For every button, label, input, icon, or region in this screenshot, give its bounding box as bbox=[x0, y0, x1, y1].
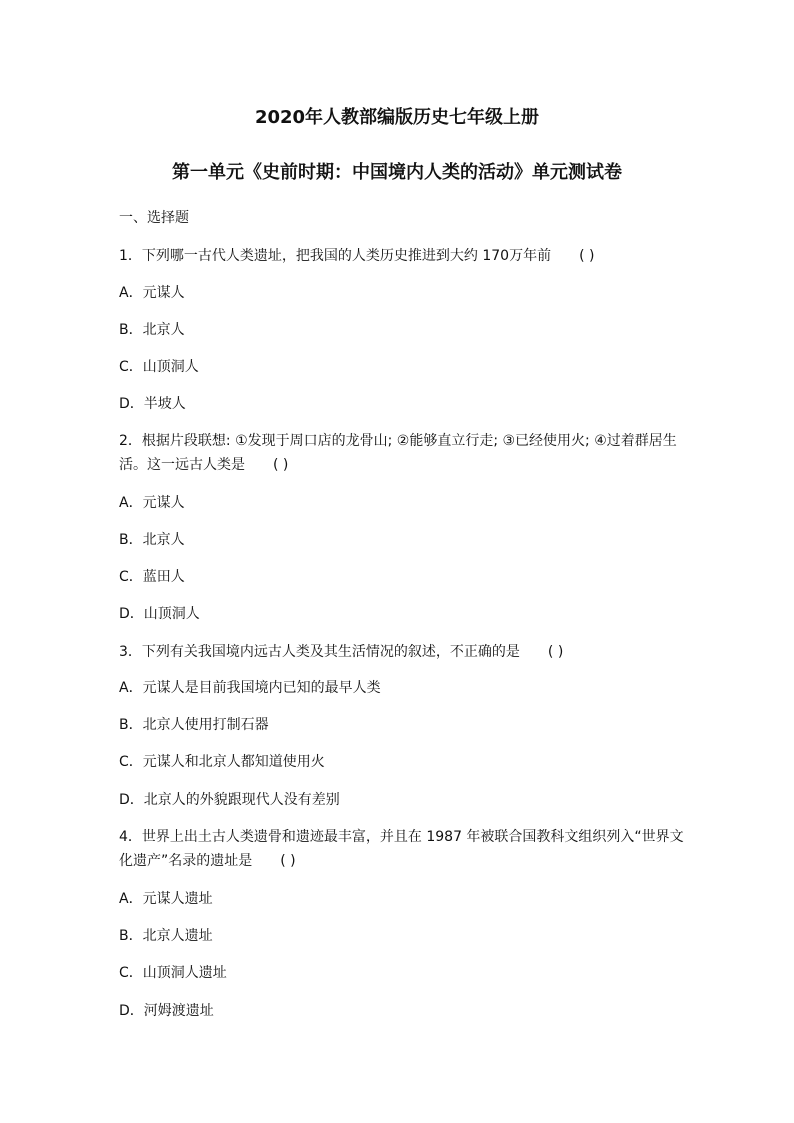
question-1-option-d: D．半坡人 bbox=[119, 396, 186, 412]
question-2-option-a: A．元谋人 bbox=[119, 495, 185, 511]
question-1-answer-blank: ( ) bbox=[579, 248, 595, 264]
question-4-answer-blank: ( ) bbox=[280, 853, 296, 869]
question-2-stem-line-1: 2．根据片段联想: ①发现于周口店的龙骨山; ②能够直立行走; ③已经使用火; ④过着群居生 bbox=[119, 433, 677, 449]
question-2-stem-line-2: 活。这一远古人类是 bbox=[119, 457, 245, 473]
section-heading: 一、选择题 bbox=[119, 210, 189, 226]
document-title: 2020年人教部编版历史七年级上册 bbox=[254, 107, 540, 128]
question-4-stem bbox=[119, 825, 684, 873]
question-4-option-a: A．元谋人遗址 bbox=[119, 891, 213, 907]
question-3-answer-blank: ( ) bbox=[547, 644, 564, 660]
question-3-stem-text: 3．下列有关我国境内远古人类及其生活情况的叙述，不正确的是 bbox=[119, 644, 520, 660]
question-3-option-b: B．北京人使用打制石器 bbox=[119, 717, 269, 733]
question-2-option-c: C．蓝田人 bbox=[119, 569, 185, 585]
question-2-answer-blank: ( ) bbox=[273, 457, 289, 473]
question-2-option-b: B．北京人 bbox=[119, 532, 185, 548]
document-subtitle: 第一单元《史前时期：中国境内人类的活动》单元测试卷 bbox=[172, 162, 622, 183]
question-2-stem bbox=[119, 429, 679, 477]
question-3-option-c: C．元谋人和北京人都知道使用火 bbox=[119, 754, 325, 770]
question-3-option-d: D．北京人的外貌跟现代人没有差别 bbox=[119, 792, 340, 808]
question-1-stem bbox=[119, 245, 594, 267]
question-4-stem-line-2: 化遗产”名录的遗址是 bbox=[119, 853, 253, 869]
question-4-option-b: B．北京人遗址 bbox=[119, 928, 213, 944]
question-1-option-a: A．元谋人 bbox=[119, 285, 185, 301]
question-3-stem bbox=[119, 641, 563, 663]
question-1-option-b: B．北京人 bbox=[119, 322, 185, 338]
question-2-option-d: D．山顶洞人 bbox=[119, 606, 200, 622]
question-4-option-d: D．河姆渡遗址 bbox=[119, 1003, 214, 1019]
question-3-option-a: A．元谋人是目前我国境内已知的最早人类 bbox=[119, 680, 381, 696]
question-4-stem-line-1: 4．世界上出土古人类遗骨和遗迹最丰富，并且在 1987 年被联合国教科文组织列入“世界文 bbox=[119, 829, 684, 845]
question-1-stem-text: 1．下列哪一古代人类遗址，把我国的人类历史推进到大约 170万年前 bbox=[119, 248, 552, 264]
question-1-option-c: C．山顶洞人 bbox=[119, 359, 199, 375]
question-4-option-c: C．山顶洞人遗址 bbox=[119, 965, 227, 981]
